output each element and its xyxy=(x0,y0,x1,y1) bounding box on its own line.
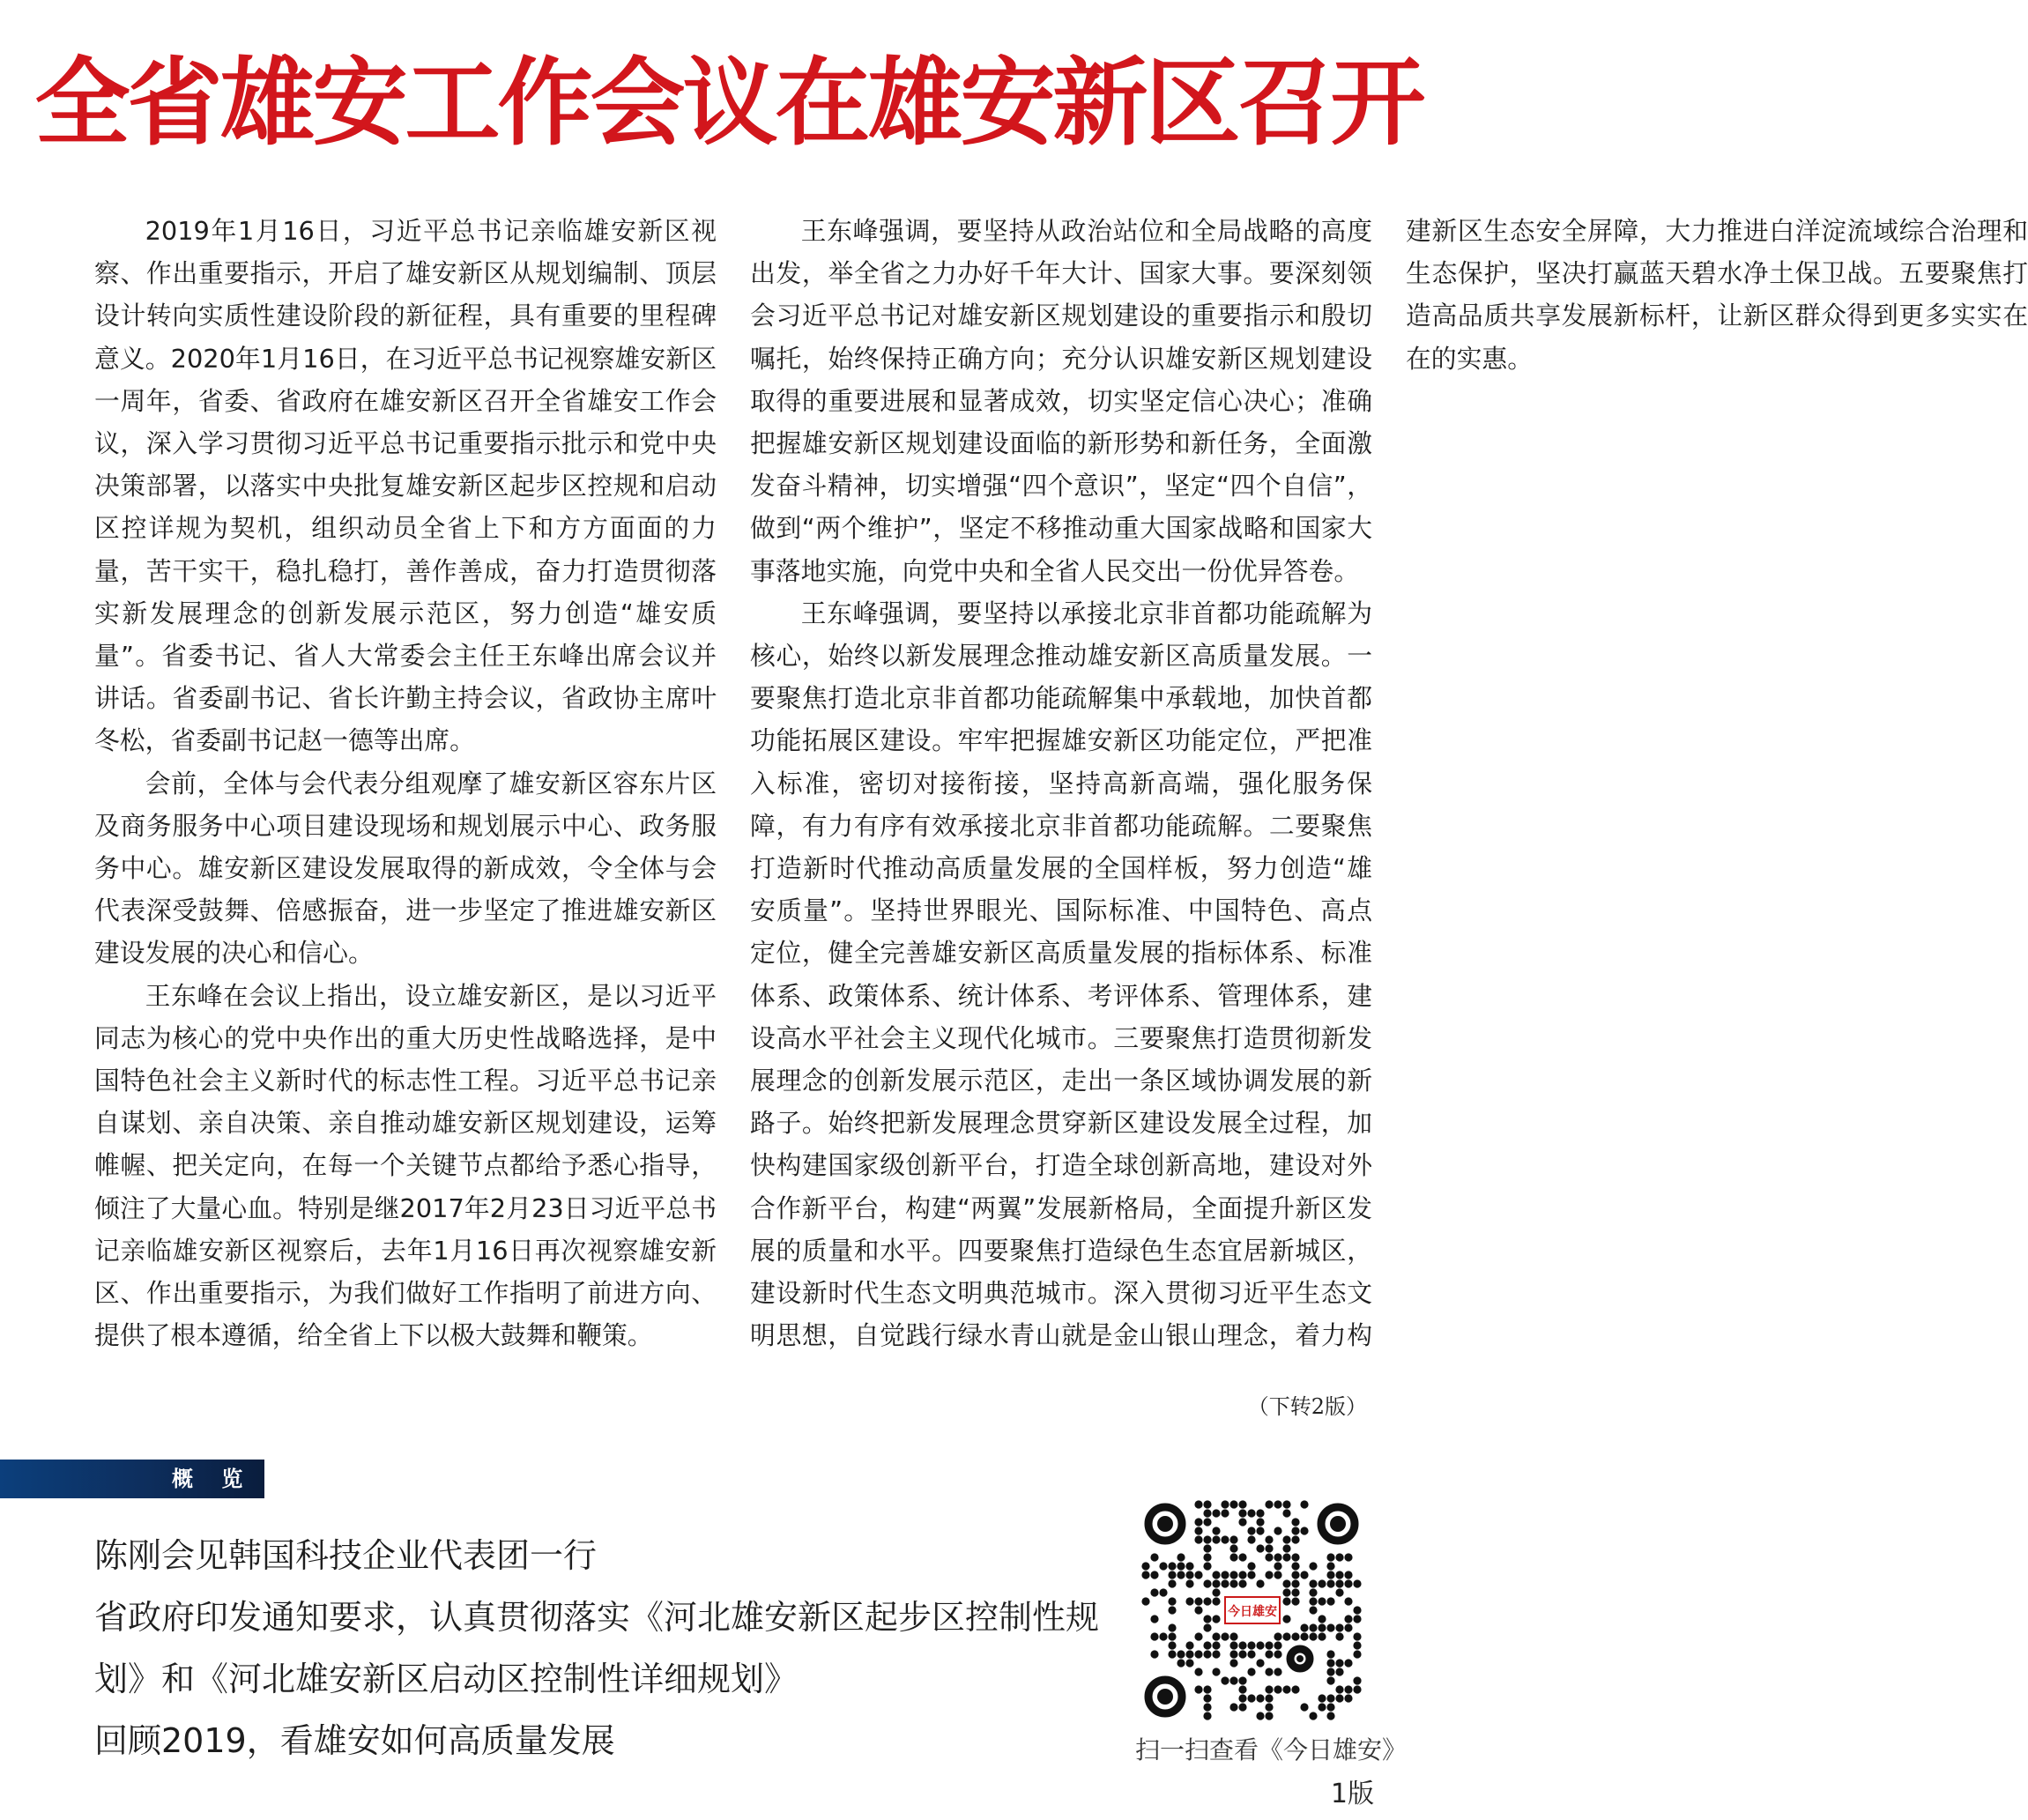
article-body xyxy=(94,210,2028,1382)
qr-code-icon[interactable] xyxy=(1141,1500,1362,1720)
article-paragraph: 王东峰在会议上指出，设立雄安新区，是以习近平同志为核心的党中央作出的重大历史性战略选择，是中国特色社会主义新时代的标志性工程。习近平总书记亲自谋划、亲自决策、亲自推动雄安新区规划建设，运筹帷幄、把关定向，在每一个关键节点都给予悉心指导，倾注了大量心血。特别是继2017年2月23日习近平总书记亲临雄安新区视察后，去年1月16日再次视察雄安新区、作出重要指示，为我们做好工作指明了前进方向、提供了根本遵循，给全省上下以极大鼓舞和鞭策。 xyxy=(94,980,717,1351)
overview-item[interactable]: 回顾2019，看雄安如何高质量发展 xyxy=(94,1721,615,1760)
page-number: 1版 xyxy=(1330,1779,1374,1809)
article-paragraph: 会前，全体与会代表分组观摩了雄安新区容东片区及商务服务中心项目建设现场和规划展示中心、政务服务中心。雄安新区建设发展取得的新成效，令全体与会代表深受鼓舞、倍感振奋，进一步坚定了推进雄安新区建设发展的决心和信心。 xyxy=(94,768,717,969)
overview-list xyxy=(94,1525,1108,1772)
article-paragraph: 王东峰强调，要坚持从政治站位和全局战略的高度出发，举全省之力办好千年大计、国家大事。要深刻领会习近平总书记对雄安新区规划建设的重要指示和殷切嘱托，始终保持正确方向；充分认识雄安新区规划建设取得的重要进展和显著成效，切实坚定信心决心；准确把握雄安新区规划建设面临的新形势和新任务，全面激发奋斗精神，切实增强“四个意识”，坚定“四个自信”，做到“两个维护”，坚定不移推动重大国家战略和国家大事落地实施，向党中央和全省人民交出一份优异答卷。 xyxy=(750,216,1372,586)
article-paragraph: 王东峰强调，要坚持以承接北京非首都功能疏解为核心，始终以新发展理念推动雄安新区高质量发展。一要聚焦打造北京非首都功能疏解集中承载地，加快首都功能拓展区建设。牢牢把握雄安新区功能定位，严把准入标准，密切对接衔接，坚持高新高端，强化服务保障，有力有序有效承接北京非首都功能疏解。二要聚焦打造新时代推动高质量发展的全国样板，努力创造“雄安质量”。坚持世界眼光、国际标准、中国特色、高点定位，健全完善雄安新区高质量发展的指标体系、标准体系、政策体系、统计体系、考评体系、管理体系，建设高水平社会主义现代化城市。三要聚焦打造贯彻新发展理念的创新发展示范区，走出一条区域协调发展的新路子。始终把新发展理念贯穿新区建设发展全过程，加快构建国家级创新平台，打造全球创新高地，建设对外合作新平台，构建“两翼”发展新格局，全面提升新区发展的质量和水平。四要聚焦打造绿色生态宜居新城区，建设新时代生态文明典范城市。深入贯彻习近平生态文明思想，自觉践行绿水青山就是金山银山理念，着力构建新区生态安全屏障，大力推进白洋淀流域综合治理和生态保护，坚决打赢蓝天碧水净土保卫战。五要聚焦打造高品质共享发展新标杆，让新区群众得到更多实实在在的实惠。 xyxy=(750,216,2028,1351)
article-paragraph: 2019年1月16日，习近平总书记亲临雄安新区视察、作出重要指示，开启了雄安新区从规划编制、顶层设计转向实质性建设阶段的新征程，具有重要的里程碑意义。2020年1月16日，在习近平总书记视察雄安新区一周年，省委、省政府在雄安新区召开全省雄安工作会议，深入学习贯彻习近平总书记重要指示批示和党中央决策部署，以落实中央批复雄安新区起步区控规和启动区控详规为契机，组织动员全省上下和方方面面的力量，苦干实干，稳扎稳打，善作善成，奋力打造贯彻落实新发展理念的创新发展示范区，努力创造“雄安质量”。省委书记、省人大常委会主任王东峰出席会议并讲话。省委副书记、省长许勤主持会议，省政协主席叶冬松，省委副书记赵一德等出席。 xyxy=(94,216,717,756)
overview-label: 概 览 xyxy=(172,1467,254,1491)
headline: 全省雄安工作会议在雄安新区召开 xyxy=(34,48,1423,159)
overview-item[interactable]: 陈刚会见韩国科技企业代表团一行 xyxy=(94,1536,598,1575)
continued-note: （下转2版） xyxy=(1247,1394,1367,1419)
qr-center-label: 今日雄安 xyxy=(1228,1605,1277,1619)
qr-caption: 扫一扫查看《今日雄安》 xyxy=(1135,1735,1408,1764)
overview-item[interactable]: 省政府印发通知要求，认真贯彻落实《河北雄安新区起步区控制性规划》和《河北雄安新区启动区控制性详细规划》 xyxy=(94,1598,1100,1698)
